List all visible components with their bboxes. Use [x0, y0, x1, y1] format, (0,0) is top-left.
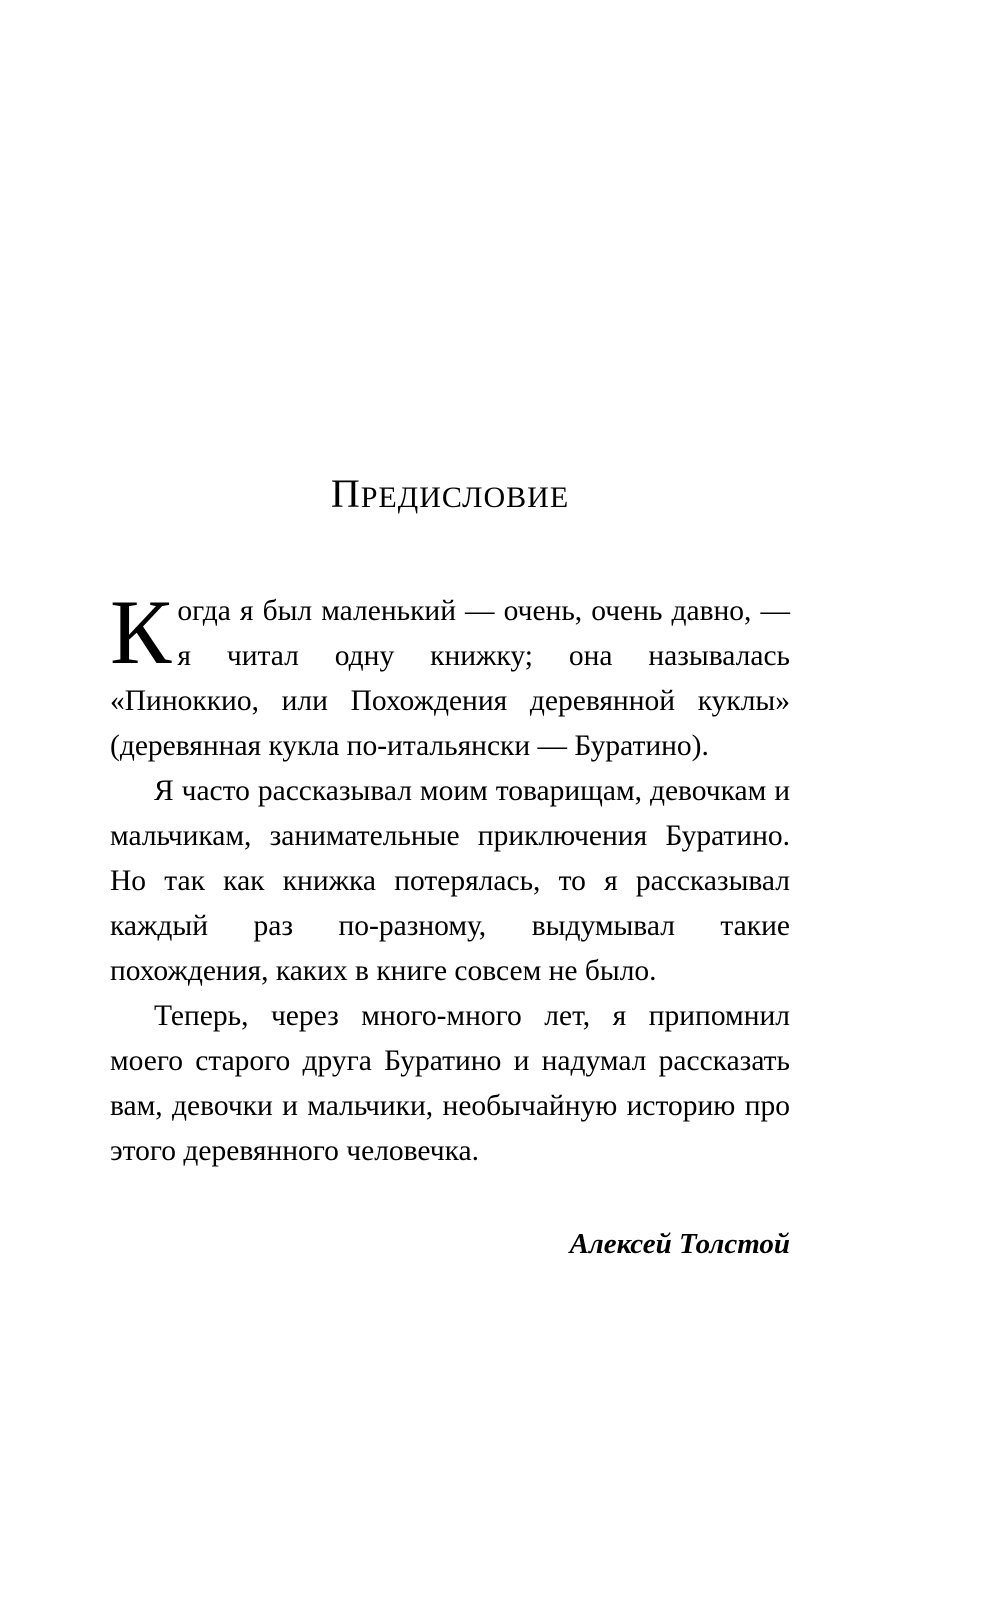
page-title-initial: П: [330, 471, 361, 516]
paragraph-3: Теперь, через много-много лет, я припомнил моего старого друга Буратино и надумал рассказать вам, девочки и мальчики, необычайную историю про этого деревянного человечка.: [110, 1000, 790, 1167]
paragraph-2: Я часто рассказывал моим товарищам, девочкам и мальчикам, занимательные приключения Буратино. Но так как книжка потерялась, то я рассказывал каждый раз по-разному, выдумывал такие похождения, каких в книге совсем не было.: [110, 775, 790, 987]
drop-cap: К: [110, 581, 172, 683]
paragraph-1-text: огда я был маленький — очень, очень давно, — я читал одну книжку; она называлась «Пиноккио, или Похождения деревянной куклы» (деревянная кукла по-итальянски — Буратино).: [110, 595, 790, 762]
page-title-rest: РЕДИСЛОВИЕ: [360, 481, 570, 514]
author-signature: Алексей Толстой: [569, 1228, 790, 1260]
page-content: [110, 470, 790, 1290]
page-title: [110, 470, 790, 517]
paragraph-1: [110, 581, 790, 769]
